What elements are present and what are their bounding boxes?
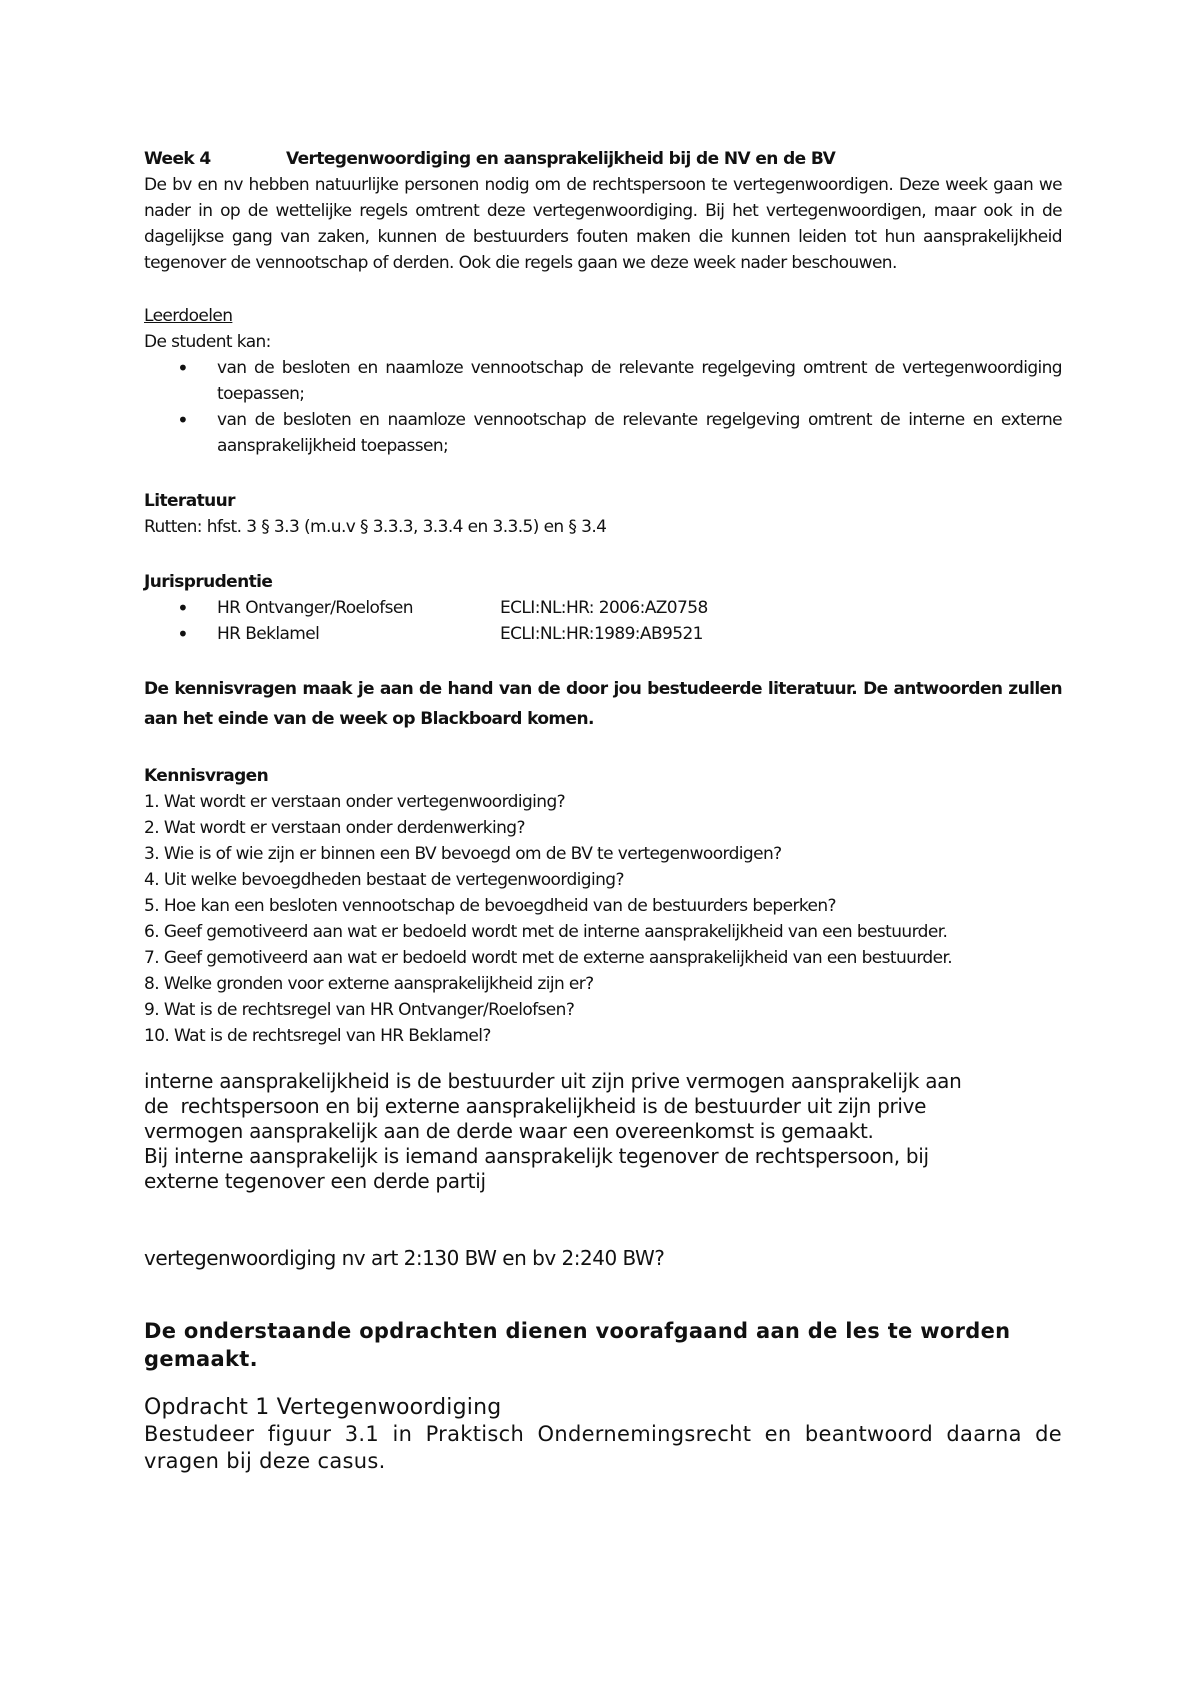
jurisprudentie-heading: Jurisprudentie	[144, 572, 273, 592]
case-name: HR Ontvanger/Roelofsen	[217, 598, 413, 618]
opdracht-text: Bestudeer figuur 3.1 in Praktisch Ondernemingsrecht en beantwoord daarna de vragen bij deze casus.	[144, 1422, 1062, 1473]
question-item: 10. Wat is de rechtsregel van HR Beklamel?	[144, 1026, 491, 1046]
assignments-intro: De onderstaande opdrachten dienen voorafgaand aan de les te worden gemaakt.	[144, 1319, 1011, 1371]
week-heading	[144, 146, 1062, 172]
document-page	[144, 146, 1062, 1475]
question-item: 3. Wie is of wie zijn er binnen een BV bevoegd om de BV te vertegenwoordigen?	[144, 844, 782, 864]
question-item: 7. Geef gemotiveerd aan wat er bedoeld wordt met de externe aansprakelijkheid van een bestuurder.	[144, 948, 953, 968]
leerdoelen-lead: De student kan:	[144, 332, 271, 352]
question-item: 1. Wat wordt er verstaan onder vertegenwoordiging?	[144, 792, 566, 812]
question-item: 5. Hoe kan een besloten vennootschap de bevoegdheid van de bestuurders beperken?	[144, 896, 836, 916]
answer-line: vermogen aansprakelijk aan de derde waar een overeenkomst is gemaakt.	[144, 1119, 874, 1143]
question-item: 2. Wat wordt er verstaan onder derdenwerking?	[144, 818, 525, 838]
list-item	[144, 621, 1062, 647]
notice-paragraph: De kennisvragen maak je aan de hand van de door jou bestudeerde literatuur. De antwoorden zullen aan het einde van de week op Blackboard komen.	[144, 679, 1062, 729]
answer-line: interne aansprakelijkheid is de bestuurder uit zijn prive vermogen aansprakelijk aan	[144, 1069, 962, 1093]
week-label: Week 4	[144, 149, 211, 169]
intro-paragraph: De bv en nv hebben natuurlijke personen nodig om de rechtspersoon te vertegenwoordigen. Deze week gaan we nader in op de wettelijke regels omtrent deze vertegenwoordiging. Bij het vertegenwoordigen, maar ook in de dagelijkse gang van zaken, kunnen de bestuurders fouten maken die kunnen leiden tot hun aansprakelijkheid tegenover de vennootschap of derden. Ook die regels gaan we deze week nader beschouwen.	[144, 175, 1062, 273]
case-name: HR Beklamel	[217, 624, 320, 644]
case-ecli: ECLI:NL:HR:1989:AB9521	[500, 624, 703, 644]
leerdoelen-heading: Leerdoelen	[144, 306, 233, 326]
list-item: • van de besloten en naamloze vennootschap de relevante regelgeving omtrent de vertegenwoordiging toepassen;	[144, 355, 1062, 407]
kennisvragen-list	[144, 789, 1062, 1049]
answer-block	[144, 1069, 1062, 1194]
literatuur-heading: Literatuur	[144, 491, 235, 511]
answer-line: externe tegenover een derde partij	[144, 1169, 486, 1193]
list-item: • van de besloten en naamloze vennootschap de relevante regelgeving omtrent de interne en externe aansprakelijkheid toepassen;	[144, 407, 1062, 459]
question-item: 6. Geef gemotiveerd aan wat er bedoeld wordt met de interne aansprakelijkheid van een bestuurder.	[144, 922, 948, 942]
question-item: 9. Wat is de rechtsregel van HR Ontvanger/Roelofsen?	[144, 1000, 575, 1020]
list-item	[144, 595, 1062, 621]
case-ecli: ECLI:NL:HR: 2006:AZ0758	[500, 598, 708, 618]
representation-question: vertegenwoordiging nv art 2:130 BW en bv 2:240 BW?	[144, 1246, 665, 1270]
question-item: 8. Welke gronden voor externe aansprakelijkheid zijn er?	[144, 974, 594, 994]
leerdoelen-list	[144, 355, 1062, 459]
literatuur-text: Rutten: hfst. 3 § 3.3 (m.u.v § 3.3.3, 3.3.4 en 3.3.5) en § 3.4	[144, 517, 607, 537]
answer-line: de rechtspersoon en bij externe aansprakelijkheid is de bestuurder uit zijn prive	[144, 1094, 927, 1118]
jurisprudentie-list	[144, 595, 1062, 647]
answer-line: Bij interne aansprakelijk is iemand aansprakelijk tegenover de rechtspersoon, bij	[144, 1144, 929, 1168]
opdracht-title: Opdracht 1 Vertegenwoordiging	[144, 1395, 502, 1420]
question-item: 4. Uit welke bevoegdheden bestaat de vertegenwoordiging?	[144, 870, 624, 890]
week-title: Vertegenwoordiging en aansprakelijkheid bij de NV en de BV	[286, 149, 836, 169]
kennisvragen-heading: Kennisvragen	[144, 766, 269, 786]
